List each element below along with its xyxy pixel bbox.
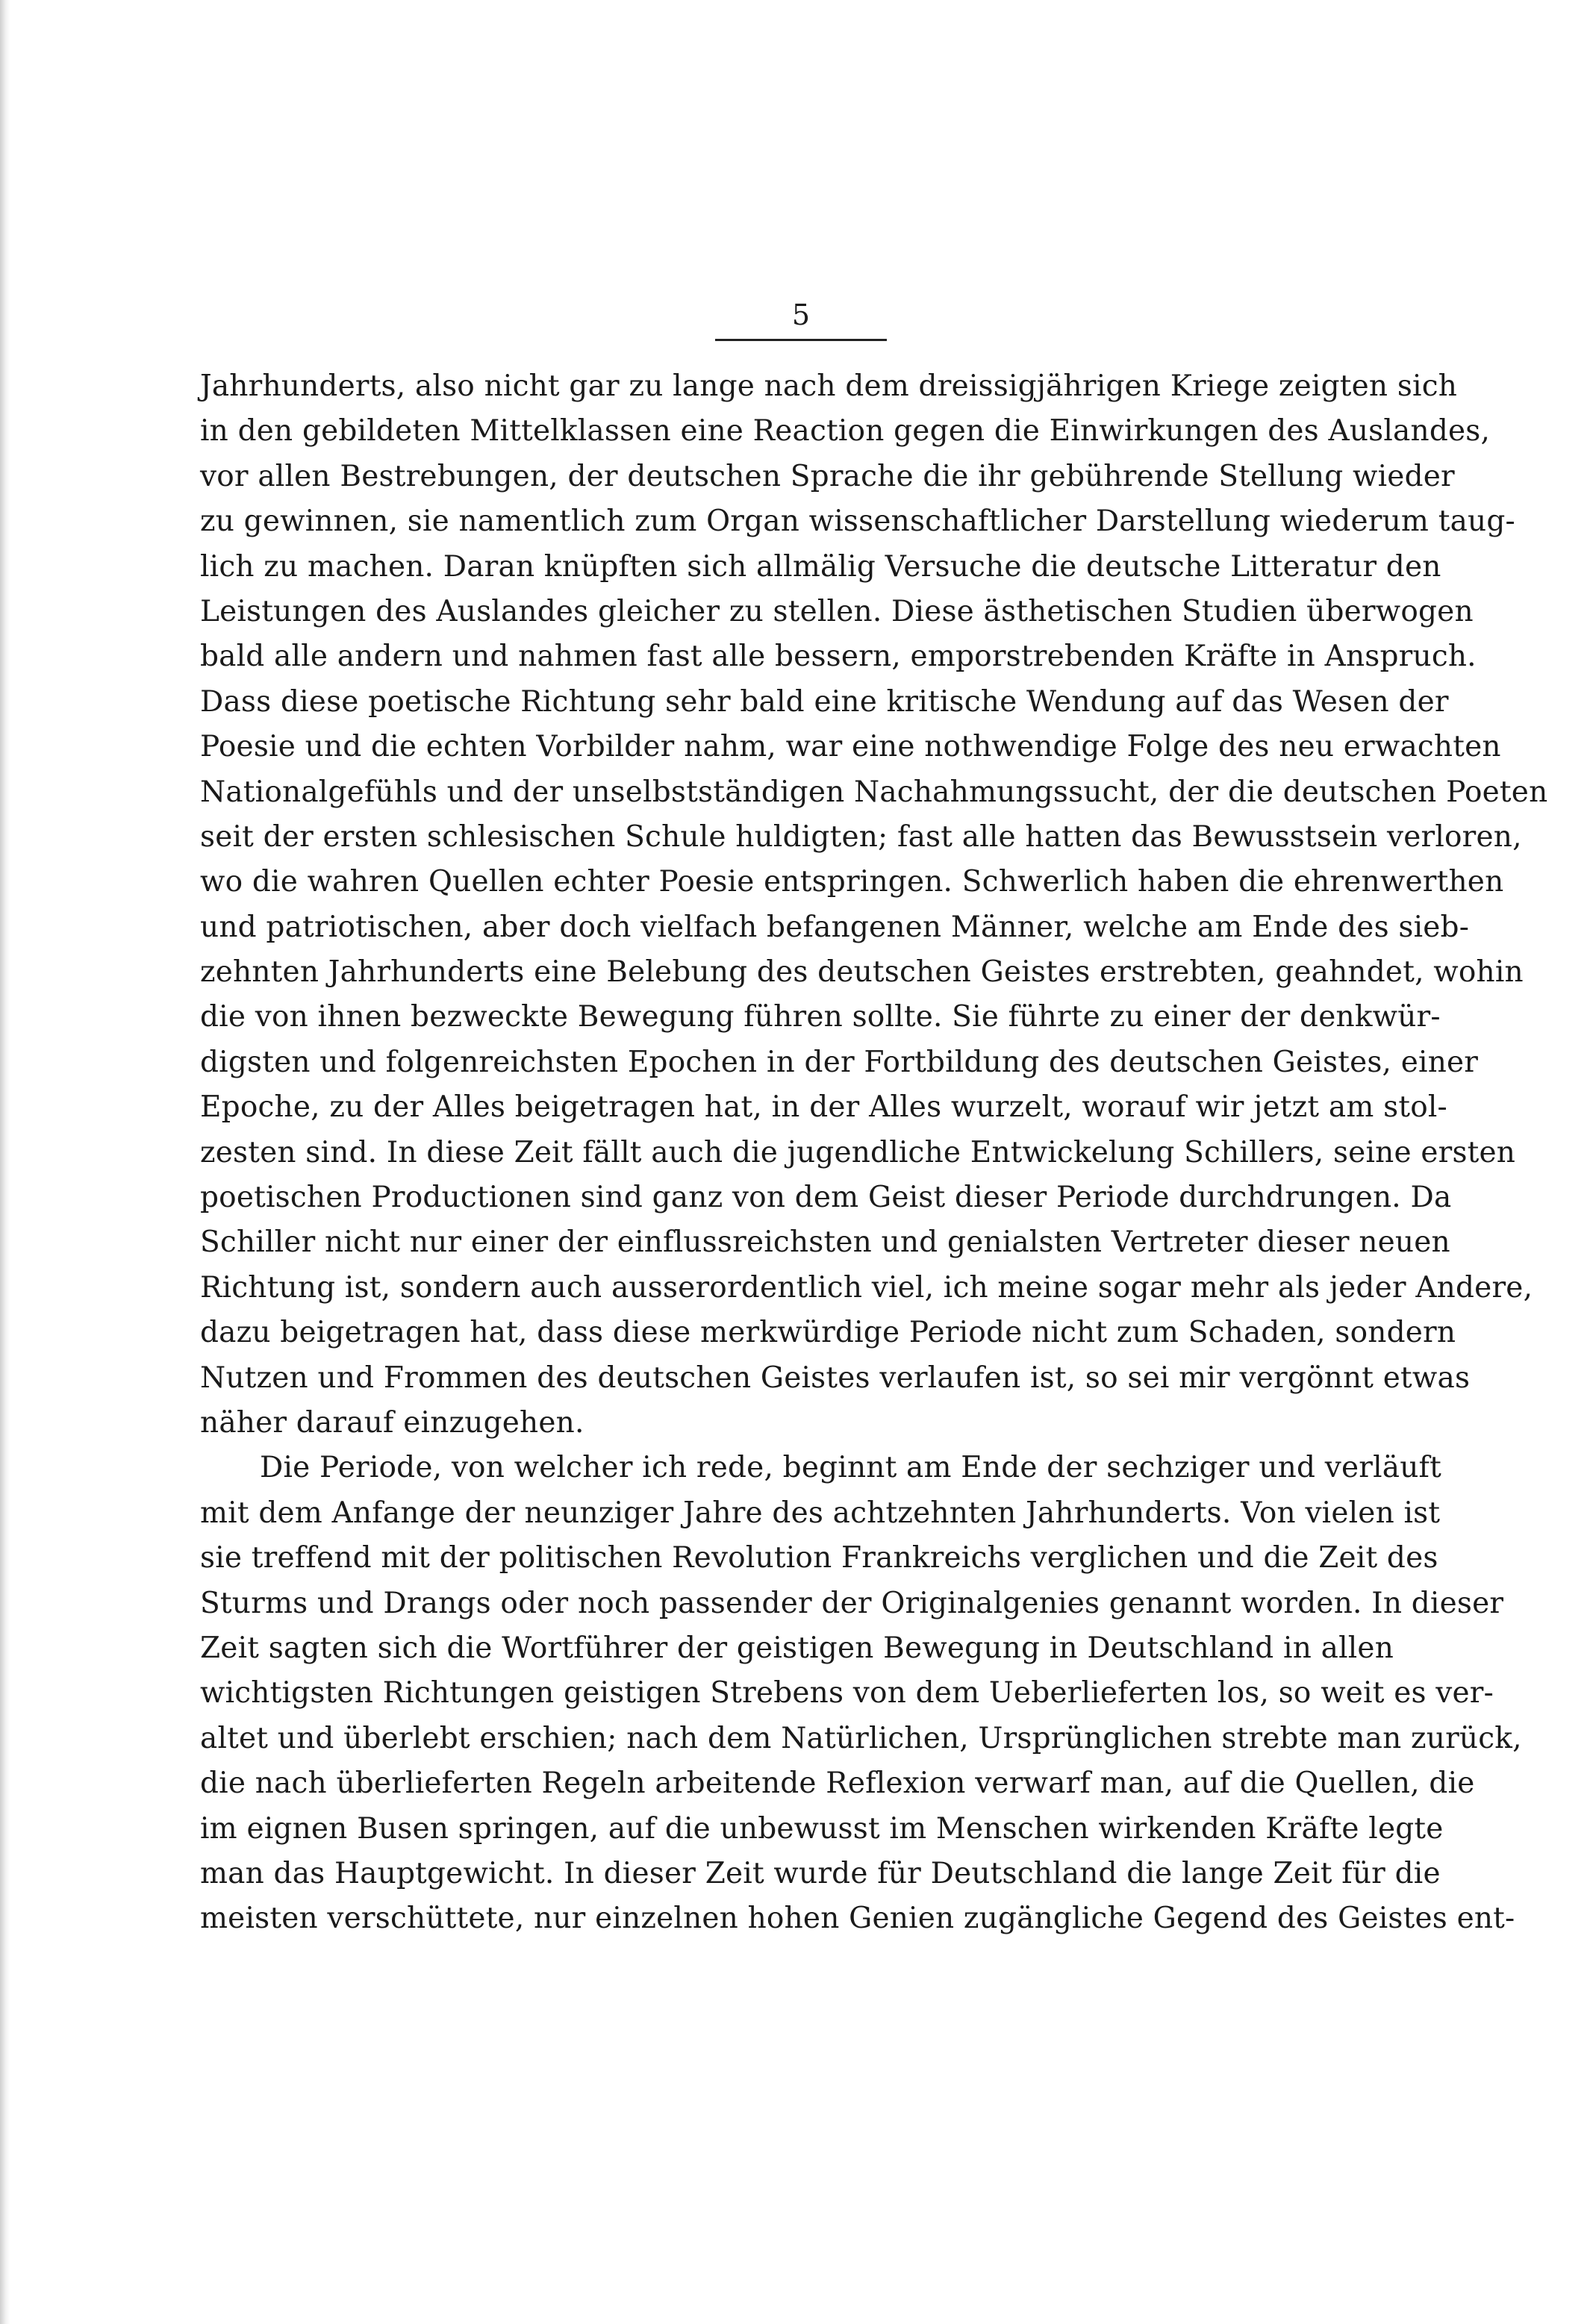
text-line: mit dem Anfange der neunziger Jahre des achtzehnten Jahrhunderts. Von vielen ist	[200, 1496, 1441, 1530]
text-line: zu gewinnen, sie namentlich zum Organ wissenschaftlicher Darstellung wiederum taug-	[200, 505, 1515, 539]
scan-edge-shadow	[0, 0, 10, 2324]
text-line: die nach überlieferten Regeln arbeitende Reflexion verwarf man, auf die Quellen, die	[200, 1767, 1475, 1801]
text-line: bald alle andern und nahmen fast alle bessern, emporstrebenden Kräfte in Anspruch.	[200, 640, 1477, 674]
text-line: seit der ersten schlesischen Schule huldigten; fast alle hatten das Bewusstsein verloren,	[200, 819, 1522, 854]
text-line: näher darauf einzugehen.	[200, 1405, 584, 1440]
body-text	[200, 364, 1548, 1942]
text-line: zesten sind. In diese Zeit fällt auch die jugendliche Entwickelung Schillers, seine ersten	[200, 1135, 1516, 1169]
text-line: zehnten Jahrhunderts eine Belebung des deutschen Geistes erstrebten, geahndet, wohin	[200, 955, 1524, 990]
text-line: Epoche, zu der Alles beigetragen hat, in der Alles wurzelt, worauf wir jetzt am stol-	[200, 1090, 1447, 1125]
text-line: dazu beigetragen hat, dass diese merkwürdige Periode nicht zum Schaden, sondern	[200, 1316, 1456, 1350]
text-line: Schiller nicht nur einer der einflussreichsten und genialsten Vertreter dieser neuen	[200, 1225, 1450, 1260]
text-line: und patriotischen, aber doch vielfach befangenen Männer, welche am Ende des sieb-	[200, 910, 1470, 944]
text-line: wo die wahren Quellen echter Poesie entspringen. Schwerlich haben die ehrenwerthen	[200, 865, 1504, 899]
text-line: Jahrhunderts, also nicht gar zu lange nach dem dreissigjährigen Kriege zeigten sich	[200, 369, 1458, 403]
text-line: die von ihnen bezweckte Bewegung führen sollte. Sie führte zu einer der denkwür-	[200, 1000, 1441, 1034]
text-line: im eignen Busen springen, auf die unbewusst im Menschen wirkenden Kräfte legte	[200, 1811, 1444, 1846]
text-line: Dass diese poetische Richtung sehr bald eine kritische Wendung auf das Wesen der	[200, 684, 1449, 719]
text-line: Poesie und die echten Vorbilder nahm, war eine nothwendige Folge des neu erwachten	[200, 730, 1501, 764]
text-line: Zeit sagten sich die Wortführer der geistigen Bewegung in Deutschland in allen	[200, 1631, 1394, 1665]
text-line: Die Periode, von welcher ich rede, beginnt am Ende der sechziger und verläuft	[260, 1451, 1442, 1485]
text-line: lich zu machen. Daran knüpften sich allmälig Versuche die deutsche Litteratur den	[200, 549, 1441, 584]
text-line: sie treffend mit der politischen Revolution Frankreichs verglichen und die Zeit des	[200, 1541, 1438, 1575]
text-line: vor allen Bestrebungen, der deutschen Sprache die ihr gebührende Stellung wieder	[200, 459, 1455, 493]
text-line: Nationalgefühls und der unselbstständigen Nachahmungssucht, der die deutschen Poeten	[200, 775, 1548, 809]
text-line: in den gebildeten Mittelklassen eine Reaction gegen die Einwirkungen des Auslandes,	[200, 414, 1491, 449]
text-line: wichtigsten Richtungen geistigen Strebens von dem Ueberlieferten los, so weit es ver-	[200, 1676, 1494, 1711]
text-line: Nutzen und Frommen des deutschen Geistes verlaufen ist, so sei mir vergönnt etwas	[200, 1361, 1471, 1395]
text-line: man das Hauptgewicht. In dieser Zeit wurde für Deutschland die lange Zeit für die	[200, 1856, 1441, 1890]
text-line: Leistungen des Auslandes gleicher zu stellen. Diese ästhetischen Studien überwogen	[200, 594, 1474, 628]
text-line: altet und überlebt erschien; nach dem Natürlichen, Ursprünglichen strebte man zurück,	[200, 1721, 1522, 1755]
text-line: meisten verschüttete, nur einzelnen hohen Genien zugängliche Gegend des Geistes ent-	[200, 1902, 1515, 1936]
text-line: Richtung ist, sondern auch ausserordentlich viel, ich meine sogar mehr als jeder Andere,	[200, 1270, 1533, 1305]
page-number: 5	[715, 299, 887, 341]
text-line: poetischen Productionen sind ganz von dem Geist dieser Periode durchdrungen. Da	[200, 1181, 1452, 1215]
text-line: Sturms und Drangs oder noch passender der Originalgenies genannt worden. In dieser	[200, 1586, 1504, 1620]
text-line: digsten und folgenreichsten Epochen in der Fortbildung des deutschen Geistes, einer	[200, 1045, 1479, 1079]
